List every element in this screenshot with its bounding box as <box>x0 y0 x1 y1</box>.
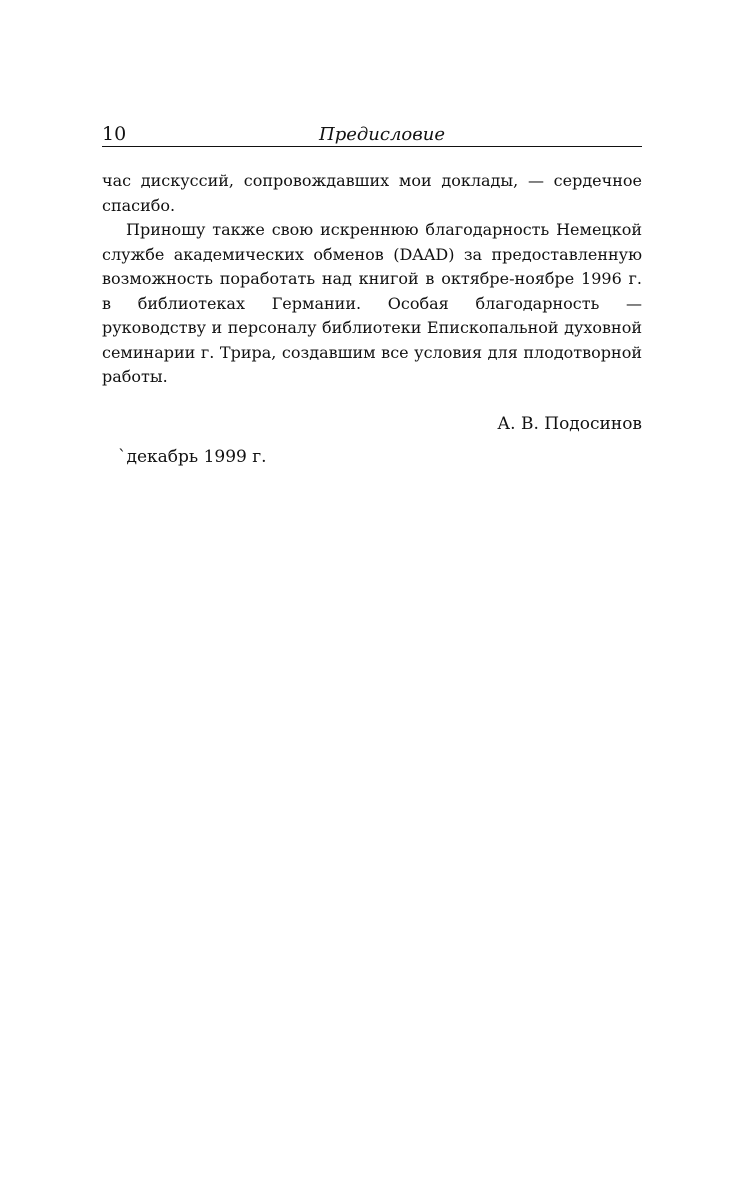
date-line: `декабрь 1999 г. <box>118 446 267 467</box>
paragraph-acknowledgement: Приношу также свою искреннюю благодарность Немецкой службе академических обменов (DAAD) за предоставленную возможность поработать над книгой в октябре-ноябре 1996 г. в библиотеках Германии. Особая благодарность — руководству и персоналу библиотеки Епископальной духовной семинарии г. Трира, создавшим все условия для плодотворной работы. <box>102 220 642 386</box>
paragraph-continuation: час дискуссий, сопровождавших мои доклады, — сердечное спасибо. <box>102 171 642 215</box>
author-signature: А. В. Подосинов <box>497 413 642 434</box>
book-page <box>102 118 642 466</box>
page-header <box>102 118 642 147</box>
running-head: Предисловие <box>319 124 445 145</box>
body-text <box>102 169 642 390</box>
page-number: 10 <box>102 123 127 145</box>
